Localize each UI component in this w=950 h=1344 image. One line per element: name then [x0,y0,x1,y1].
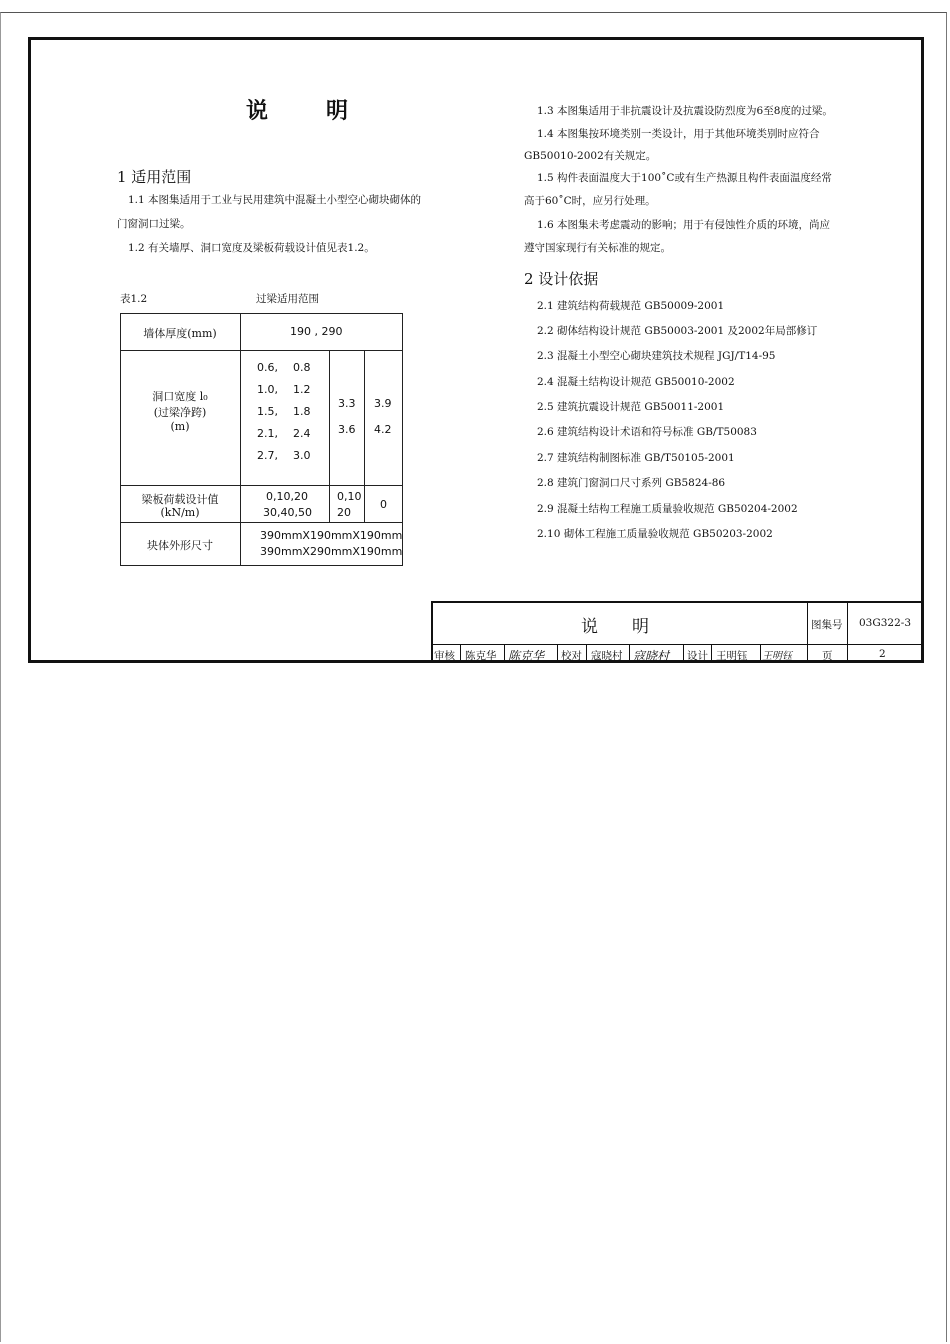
para-1-5-line1: 1.5 构件表面温度大于100˚C或有生产热源且构件表面温度经常 [537,172,832,184]
review-name: 陈克华 [465,650,497,662]
para-1-6-line1: 1.6 本图集未考虑震动的影响；用于有侵蚀性介质的环境，尚应 [537,219,831,231]
width-cell: 0.8 [293,361,311,374]
load-cell: 0,10,20 [266,490,308,503]
reference-item: 2.10 砌体工程施工质量验收规范 GB50203-2002 [537,528,773,540]
table-col-divider [329,350,330,523]
design-label: 设计 [687,650,708,662]
review-label: 审核 [434,650,455,662]
para-1-4-line2: GB50010-2002有关规定。 [524,150,657,162]
load-cell: 20 [337,506,351,519]
check-label: 校对 [561,650,582,662]
table-col-divider [364,350,365,523]
row-label-block-size: 块体外形尺寸 [147,539,213,552]
row-label-load-line1: 梁板荷载设计值 [141,493,219,506]
row-label-load-line2: (kN/m) [160,506,200,519]
reference-item: 2.1 建筑结构荷载规范 GB50009-2001 [537,300,725,312]
drawing-sheet [28,37,924,663]
row-label-opening-line2: (过梁净跨) [153,406,207,419]
width-cell: 2.7, [257,449,278,462]
width-cell: 1.8 [293,405,311,418]
check-signature: 寇晓村 [633,649,670,663]
design-name: 王明钰 [716,650,748,662]
page-label: 页 [822,650,833,662]
span-table [120,313,403,566]
reference-item: 2.3 混凝土小型空心砌块建筑技术规程 JGJ/T14-95 [537,350,776,362]
width-cell: 1.5, [257,405,278,418]
load-cell: 30,40,50 [263,506,312,519]
para-1-6-line2: 遵守国家现行有关标准的规定。 [524,242,671,254]
title-block [431,601,921,663]
load-cell: 0,10 [337,490,362,503]
width-cell: 3.0 [293,449,311,462]
page-title: 说 明 [246,98,367,124]
atlas-number: 03G322-3 [859,617,912,629]
section2-heading: 2 设计依据 [524,270,599,288]
width-cell: 2.1, [257,427,278,440]
width-cell: 4.2 [374,423,392,436]
reference-item: 2.5 建筑抗震设计规范 GB50011-2001 [537,401,725,413]
para-1-2: 1.2 有关墙厚、洞口宽度及梁板荷载设计值见表1.2。 [128,242,375,254]
para-1-5-line2: 高于60˚C时，应另行处理。 [524,195,656,207]
titleblock-title: 说 明 [581,617,649,637]
width-cell: 0.6, [257,361,278,374]
atlas-number-label: 图集号 [811,619,843,631]
row-label-opening-line3: (m) [170,420,190,433]
review-signature: 陈克华 [508,649,545,663]
reference-item: 2.8 建筑门窗洞口尺寸系列 GB5824-86 [537,477,726,489]
para-1-4-line1: 1.4 本图集按环境类别一类设计，用于其他环境类别时应符合 [537,128,820,140]
page-number: 2 [879,648,886,660]
width-cell: 3.9 [374,397,392,410]
para-1-1-line2: 门窗洞口过梁。 [117,218,191,230]
reference-item: 2.6 建筑结构设计术语和符号标准 GB/T50083 [537,426,757,438]
reference-item: 2.2 砌体结构设计规范 GB50003-2001 及2002年局部修订 [537,325,818,337]
section1-heading: 1 适用范围 [117,168,192,186]
width-cell: 1.2 [293,383,311,396]
reference-item: 2.4 混凝土结构设计规范 GB50010-2002 [537,376,735,388]
block-size-cell: 390mmX190mmX190mm [260,529,403,542]
wall-thickness-value: 190 , 290 [290,325,343,338]
width-cell: 3.6 [338,423,356,436]
row-label-wall-thickness: 墙体厚度(mm) [143,327,217,340]
width-cell: 3.3 [338,397,356,410]
table-caption: 过梁适用范围 [256,293,319,305]
reference-item: 2.7 建筑结构制图标准 GB/T50105-2001 [537,452,735,464]
table-number: 表1.2 [120,293,148,305]
reference-item: 2.9 混凝土结构工程施工质量验收规范 GB50204-2002 [537,503,798,515]
design-signature: 王明钰 [762,651,792,662]
block-size-cell: 390mmX290mmX190mm [260,545,403,558]
check-name: 寇晓村 [591,650,623,662]
para-1-3: 1.3 本图集适用于非抗震设计及抗震设防烈度为6至8度的过梁。 [537,105,833,117]
para-1-1-line1: 1.1 本图集适用于工业与民用建筑中混凝土小型空心砌块砌体的 [128,194,422,206]
width-cell: 2.4 [293,427,311,440]
load-cell: 0 [380,498,387,511]
table-col-divider [240,313,241,566]
width-cell: 1.0, [257,383,278,396]
row-label-opening-line1: 洞口宽度 l₀ [152,390,208,403]
